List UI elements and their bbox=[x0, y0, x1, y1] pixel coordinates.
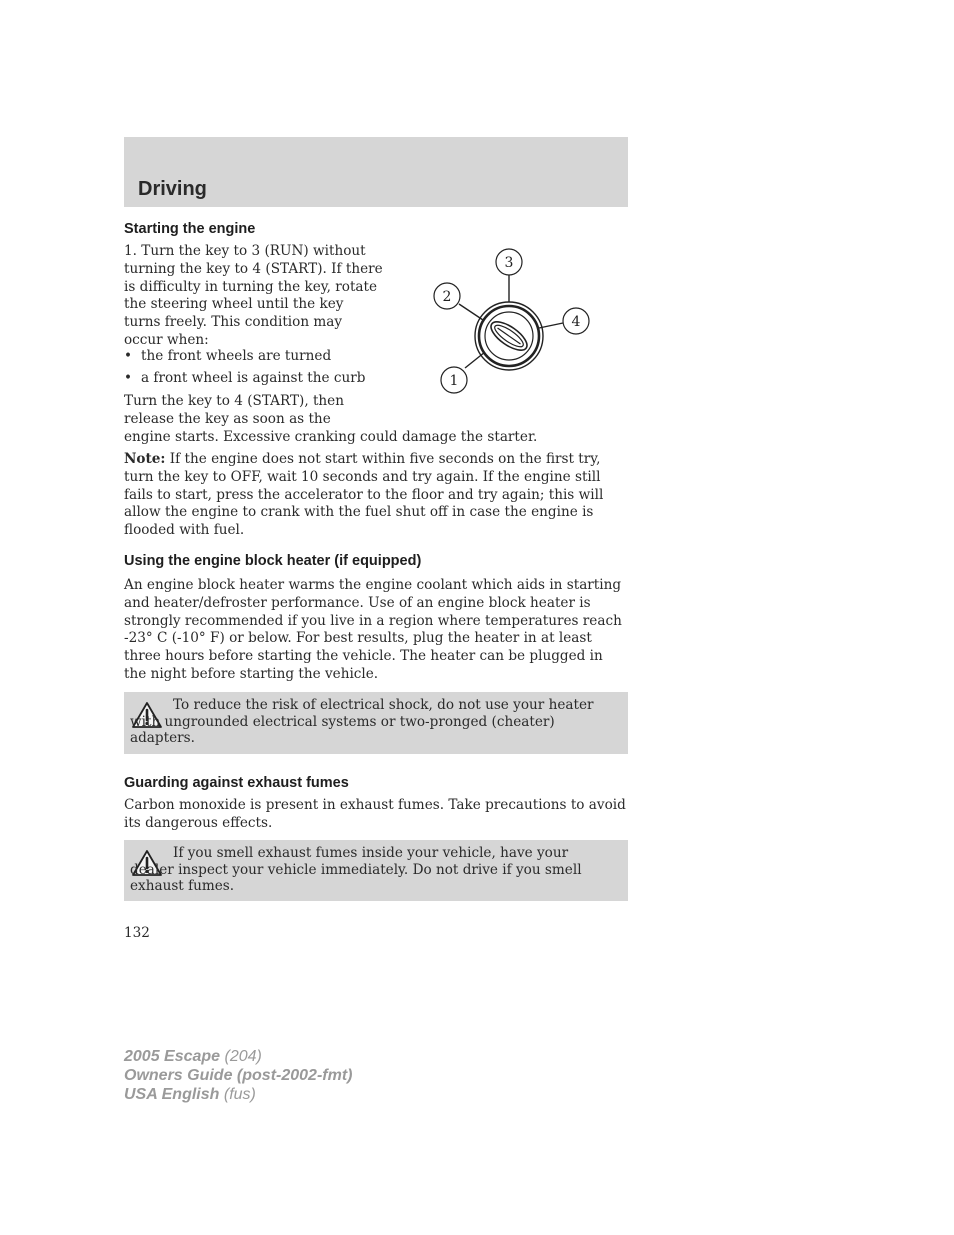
document-footer bbox=[124, 1047, 352, 1104]
page-number: 132 bbox=[124, 925, 150, 941]
step1-text: 1. Turn the key to 3 (RUN) without turning the key to 4 (START). If there is difficulty in turning the key, rotate the steering wheel until the key turns freely. This condition may occur when: bbox=[124, 243, 383, 348]
key-slot-icon bbox=[487, 317, 532, 356]
footer-line-2: Owners Guide (post-2002-fmt) bbox=[124, 1067, 353, 1084]
note-label: Note: bbox=[124, 451, 166, 467]
bullet-dot: • bbox=[124, 348, 133, 364]
footer-line-1: 2005 Escape (204) bbox=[124, 1048, 262, 1065]
warning-box-electrical bbox=[124, 692, 628, 754]
position-marker-4 bbox=[563, 308, 589, 334]
heading-exhaust-fumes: Guarding against exhaust fumes bbox=[124, 775, 349, 791]
svg-text:1: 1 bbox=[449, 373, 459, 389]
note-text: If the engine does not start within five seconds on the first try, turn the key to OFF, wait 10 seconds and try again. If the engine still fails to start, press the accelerator to the floor and try again; this will allow the engine to crank with the fuel shut off in case the engine is flooded with fuel. bbox=[124, 451, 604, 539]
position-marker-2 bbox=[434, 283, 460, 309]
step2-text: Turn the key to 4 (START), then release the key as soon as the engine starts. Excessive cranking could damage the starter. bbox=[124, 393, 538, 445]
section-header-band bbox=[124, 137, 628, 207]
ignition-switch-diagram bbox=[425, 240, 595, 400]
block-heater-text: An engine block heater warms the engine coolant which aids in starting and heater/defroster performance. Use of an engine block heater is strongly recommended if you live in a region where temperatures reach -23° C (-10° F) or below. For best results, plug the heater in at least three hours before starting the vehicle. The heater can be plugged in the night before starting the vehicle. bbox=[124, 577, 622, 682]
warning-text-electrical: To reduce the risk of electrical shock, do not use your heater with ungrounded electrical systems or two-pronged (cheater) adapters. bbox=[130, 697, 594, 746]
heading-block-heater: Using the engine block heater (if equipped) bbox=[124, 553, 422, 569]
position-marker-1 bbox=[441, 367, 467, 393]
footer-line-3: USA English (fus) bbox=[124, 1086, 256, 1103]
warning-box-exhaust bbox=[124, 840, 628, 901]
warning-text-exhaust: If you smell exhaust fumes inside your vehicle, have your dealer inspect your vehicle immediately. Do not drive if you smell exhaust fumes. bbox=[130, 845, 582, 894]
note-paragraph bbox=[124, 451, 629, 540]
position-marker-3 bbox=[496, 249, 522, 275]
exhaust-text: Carbon monoxide is present in exhaust fumes. Take precautions to avoid its dangerous effects. bbox=[124, 797, 626, 831]
bullet-dot: • bbox=[124, 370, 133, 386]
svg-text:3: 3 bbox=[504, 255, 514, 271]
svg-text:2: 2 bbox=[442, 289, 452, 305]
svg-text:4: 4 bbox=[571, 314, 581, 330]
heading-starting-engine: Starting the engine bbox=[124, 221, 256, 237]
section-title: Driving bbox=[138, 178, 207, 200]
